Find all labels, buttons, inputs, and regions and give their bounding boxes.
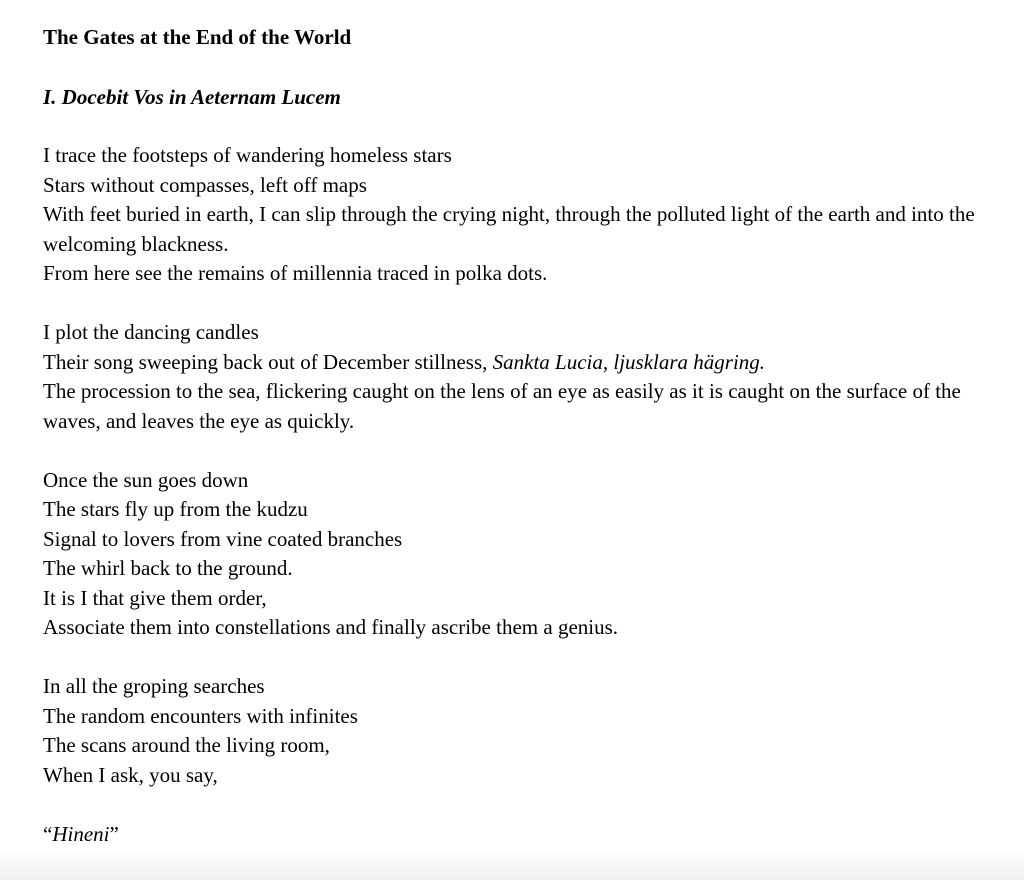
poem-line-roman-part: Their song sweeping back out of December stillness,	[43, 349, 493, 374]
stanza-1	[43, 141, 983, 289]
poem-line: The procession to the sea, flickering caught on the lens of an eye as easily as it is caught on the surface of the waves, and leaves the eye as quickly.	[43, 379, 961, 433]
poem-line: When I ask, you say,	[43, 762, 218, 787]
poem-line: Once the sun goes down	[43, 467, 249, 492]
poem-line-italic-part: Sankta Lucia, ljusklara hägring.	[492, 349, 766, 374]
poem-line: The whirl back to the ground.	[43, 556, 293, 580]
section-title: I. Docebit Vos in Aeternam Lucem	[43, 85, 341, 109]
stanza-2	[43, 318, 983, 436]
close-quote: ”	[109, 821, 119, 846]
poem-line: The stars fly up from the kudzu	[43, 497, 308, 521]
poem-line: Associate them into constellations and finally ascribe them a genius.	[43, 615, 619, 639]
stanza-4	[43, 672, 983, 790]
poem-line: I plot the dancing candles	[43, 320, 259, 344]
document-content	[43, 22, 983, 879]
poem-line: In all the groping searches	[43, 674, 265, 698]
poem-line: It is I that give them order,	[43, 585, 267, 610]
poem-line-mixed	[43, 348, 983, 378]
poem-line: The random encounters with infinites	[43, 703, 358, 728]
poem-title: The Gates at the End of the World	[43, 25, 352, 49]
poem-line: With feet buried in earth, I can slip through the crying night, through the polluted light of the earth and into the welcoming blackness.	[43, 202, 975, 256]
poem-line: Signal to lovers from vine coated branches	[43, 526, 403, 551]
closing-stanza	[43, 820, 983, 850]
open-quote: “	[43, 821, 53, 846]
closing-word: Hineni	[52, 821, 110, 846]
closing-line	[43, 820, 983, 850]
poem-line: I trace the footsteps of wandering homeless stars	[43, 143, 452, 167]
poem-line: From here see the remains of millennia traced in polka dots.	[43, 261, 548, 285]
page-bottom-shadow	[0, 848, 1024, 880]
poem-line: Stars without compasses, left off maps	[43, 172, 367, 197]
poem-line: The scans around the living room,	[43, 733, 330, 757]
stanza-3	[43, 466, 983, 643]
